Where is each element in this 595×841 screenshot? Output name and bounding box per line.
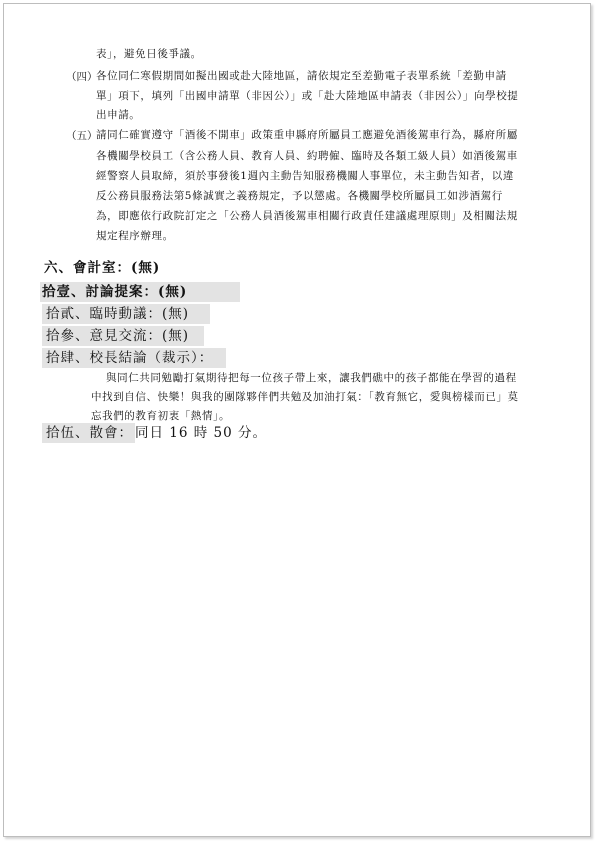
adjournment-time: 同日 16 時 50 分。 (135, 425, 268, 441)
item-number: （五） (66, 130, 98, 142)
principal-line-3: 忘我們的教育初衷「熱情」。 (91, 410, 231, 422)
item-5-line-2: 各機關學校員工（含公務人員、教育人員、約聘僱、臨時及各類工級人員）如酒後駕車 (96, 150, 518, 162)
continuation-line: 表」，避免日後爭議。 (96, 48, 202, 60)
item-4-line-2: 單」項下，填列「出國申請單（非因公）」或「赴大陸地區申請表（非因公）」向學校提 (96, 90, 519, 102)
section-adjournment (42, 423, 267, 443)
item-5-line-3: 經警察人員取締，須於事發後1週內主動告知服務機關人事單位，未主動告知者，以違 (96, 170, 514, 182)
section-accounting-office: 六、會計室：(無) (44, 260, 161, 276)
section-opinion-exchange: 拾參、意見交流：(無) (42, 326, 204, 346)
section-principal-conclusion: 拾肆、校長結論（裁示）： (42, 348, 226, 368)
item-5-line-1: 請同仁確實遵守「酒後不開車」政策重申縣府所屬員工應避免酒後駕車行為，縣府所屬 (96, 129, 518, 141)
section-extempore-motions: 拾貳、臨時動議：(無) (42, 304, 210, 324)
adjournment-label: 拾伍、散會： (42, 423, 135, 443)
item-5-line-5: 為，即應依行政院訂定之「公務人員酒後駕車相關行政責任建議處理原則」及相關法規 (96, 210, 518, 222)
principal-line-2: 中找到自信、快樂！與我的團隊夥伴們共勉及加油打氣：「教育無它，愛與榜樣而已」莫 (91, 391, 519, 403)
item-4-line-1: 各位同仁寒假期間如擬出國或赴大陸地區，請依規定至差勤電子表單系統「差勤申請 (96, 70, 507, 82)
item-5-line-6: 規定程序辦理。 (96, 230, 174, 242)
principal-line-1: 與同仁共同勉勵打氣期待把每一位孩子帶上來，讓我們礁中的孩子都能在學習的過程 (106, 372, 517, 384)
section-discussion-proposals: 拾壹、討論提案：(無) (40, 282, 240, 302)
item-4-line-3: 出申請。 (96, 109, 141, 121)
item-number: （四） (66, 71, 98, 83)
item-5-line-4: 反公務員服務法第5條誠實之義務規定，予以懲處。各機關學校所屬員工如涉酒駕行 (96, 190, 503, 202)
